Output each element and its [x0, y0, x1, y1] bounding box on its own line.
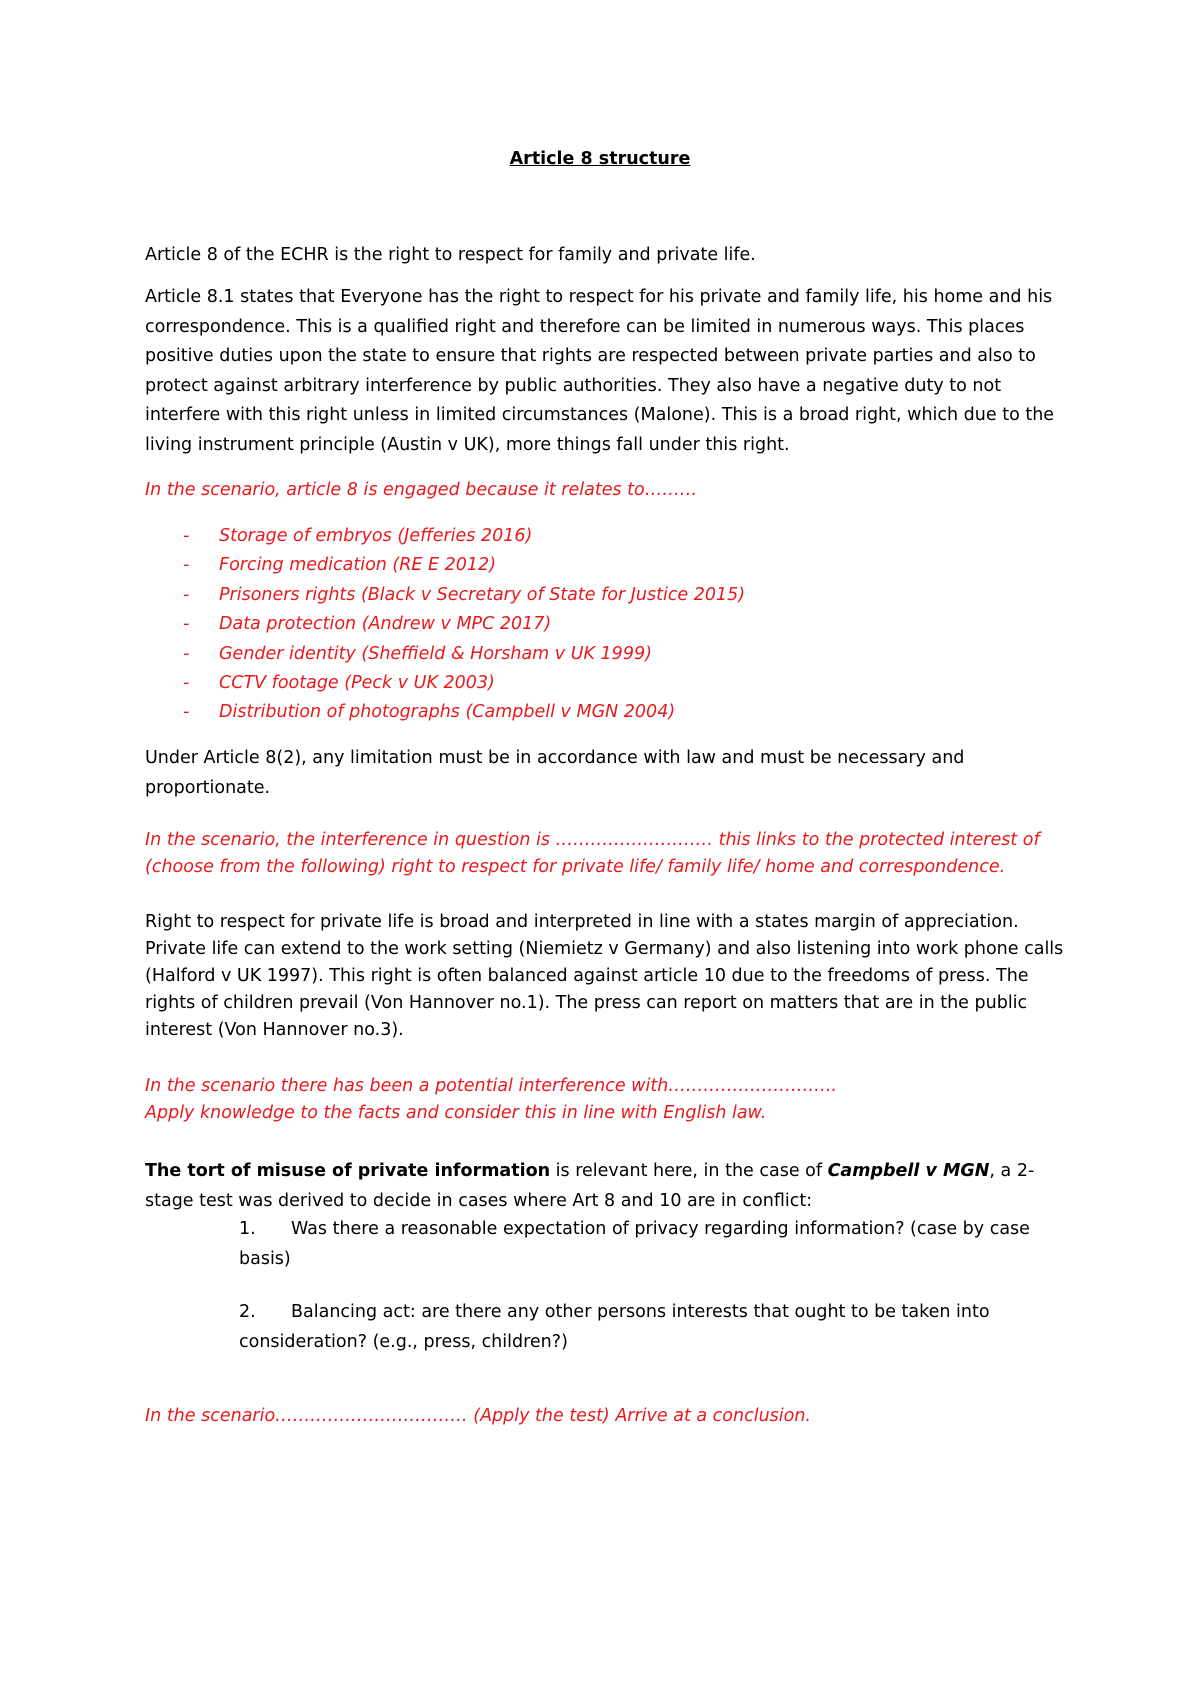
- test-item-1: [239, 1215, 1065, 1274]
- scenario-engaged-prompt: In the scenario, article 8 is engaged because it relates to………: [145, 480, 698, 500]
- list-dash: -: [183, 673, 190, 694]
- list-item: - Data protection (Andrew v MPC 2017): [145, 610, 1065, 639]
- list-item: - CCTV footage (Peck v UK 2003): [145, 669, 1065, 698]
- test-item-number: 1.: [239, 1219, 256, 1239]
- list-item: - Gender identity (Sheffield & Horsham v UK 1999): [145, 640, 1065, 669]
- list-dash: -: [183, 555, 190, 576]
- tort-name: The tort of misuse of private information: [145, 1161, 551, 1181]
- list-dash: -: [183, 643, 190, 664]
- test-item-2: [239, 1298, 1065, 1357]
- scenario-interference-prompt: In the scenario, the interference in question is ……………………… this links to the protected interest of (choose from the following) right to respect for private life/ family life/ home and correspondence.: [145, 830, 1040, 877]
- tort-paragraph: The tort of misuse of private information is relevant here, in the case of Campbell v MGN, a 2-stage test was derived to decide in cases where Art 8 and 10 are in conflict:: [145, 1161, 1035, 1211]
- test-item-text: Was there a reasonable expectation of privacy regarding information? (case by case basis): [239, 1219, 1030, 1269]
- intro-paragraph: Article 8 of the ECHR is the right to respect for family and private life.: [145, 245, 756, 265]
- scenario-apply-knowledge: Apply knowledge to the facts and consider this in line with English law.: [145, 1103, 767, 1123]
- test-item-number: 2.: [239, 1302, 256, 1322]
- list-item: - Storage of embryos (Jefferies 2016): [145, 522, 1065, 551]
- engaged-examples-list: [145, 522, 1065, 728]
- scenario-conclusion-prompt: In the scenario…………………………… (Apply the test) Arrive at a conclusion.: [145, 1406, 811, 1426]
- list-dash: -: [183, 614, 190, 635]
- list-dash: -: [183, 702, 190, 723]
- list-dash: -: [183, 526, 190, 546]
- article-8-2-paragraph: Under Article 8(2), any limitation must be in accordance with law and must be necessary and proportionate.: [145, 748, 965, 798]
- scenario-potential-interference: In the scenario there has been a potential interference with………………………..: [145, 1076, 837, 1096]
- case-name: Campbell v MGN: [827, 1161, 990, 1181]
- list-item: - Forcing medication (RE E 2012): [145, 551, 1065, 580]
- page-title: Article 8 structure: [509, 149, 691, 169]
- list-item: - Distribution of photographs (Campbell v MGN 2004): [145, 698, 1065, 727]
- test-item-text: Balancing act: are there any other persons interests that ought to be taken into consideration? (e.g., press, children?): [239, 1302, 990, 1352]
- private-life-paragraph: Right to respect for private life is broad and interpreted in line with a states margin of appreciation. Private life can extend to the work setting (Niemietz v Germany) and also listening into work phone calls (Halford v UK 1997). This right is often balanced against article 10 due to the freedoms of press. The rights of children prevail (Von Hannover no.1). The press can report on matters that are in the public interest (Von Hannover no.3).: [145, 912, 1064, 1040]
- list-dash: -: [183, 584, 190, 605]
- list-item: - Prisoners rights (Black v Secretary of State for Justice 2015): [145, 581, 1065, 610]
- article-8-1-paragraph: Article 8.1 states that Everyone has the right to respect for his private and family life, his home and his correspondence. This is a qualified right and therefore can be limited in numerous ways. This places positive duties upon the state to ensure that rights are respected between private parties and also to protect against arbitrary interference by public authorities. They also have a negative duty to not interfere with this right unless in limited circumstances (Malone). This is a broad right, which due to the living instrument principle (Austin v UK), more things fall under this right.: [145, 287, 1055, 455]
